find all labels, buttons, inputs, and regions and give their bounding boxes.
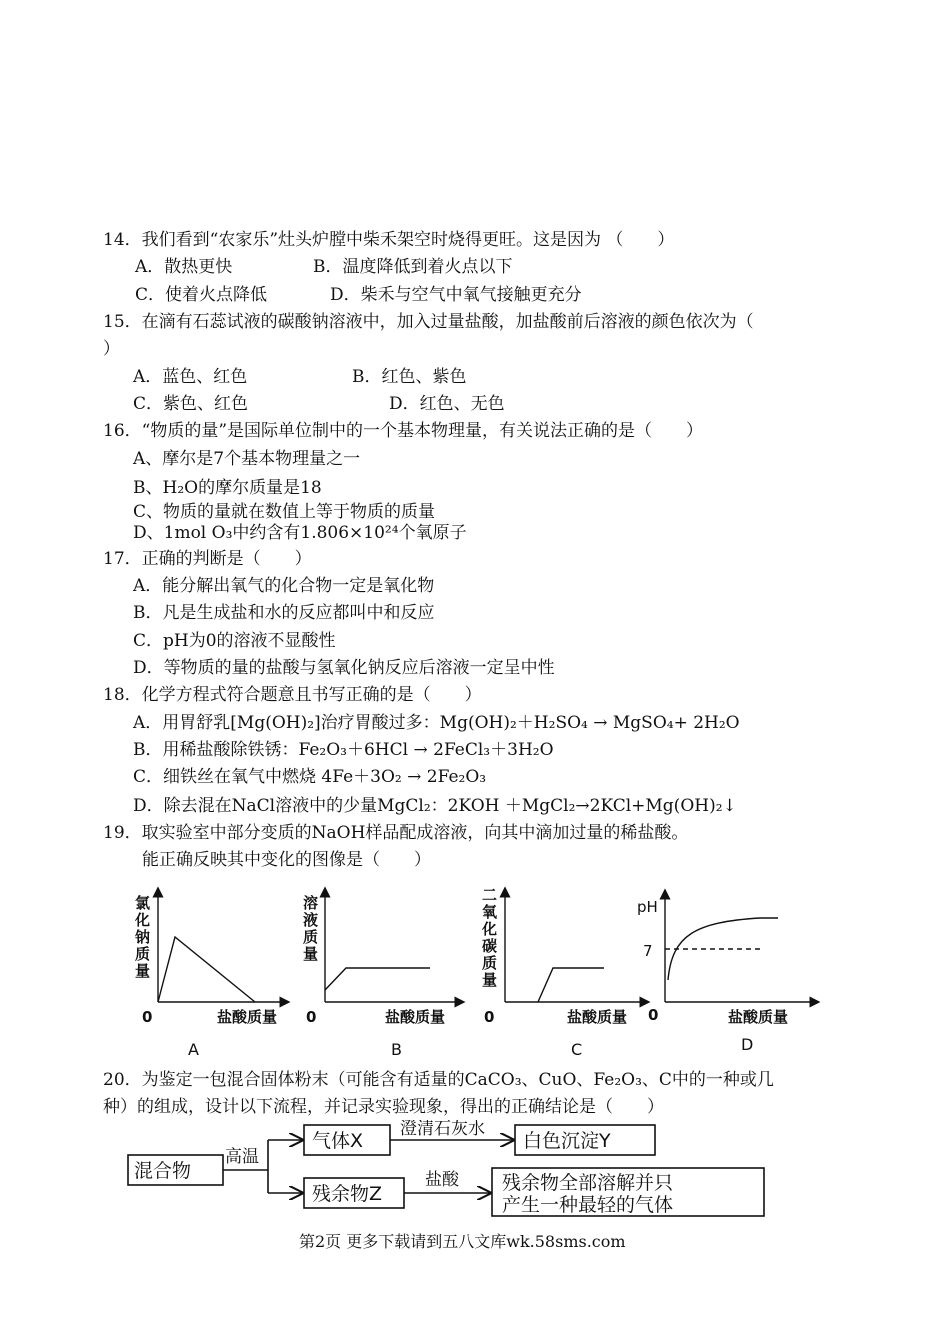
q18-option-b: B．用稀盐酸除铁锈：Fe₂O₃＋6HCl → 2FeCl₃＋3H₂O [133, 740, 554, 760]
graph-d-letter: D [741, 1035, 754, 1054]
q15-stem-cont: ） [103, 339, 120, 359]
q19-stem: 19．取实验室中部分变质的NaOH样品配成溶液，向其中滴加过量的稀盐酸。 [103, 823, 689, 843]
graph-c-ylabel-6: 量 [482, 971, 498, 989]
q15-option-c: C．紫色、红色 [133, 394, 249, 414]
q20-stem: 20．为鉴定一包混合固体粉末（可能含有适量的CaCO₃、CuO、Fe₂O₃、C中的一种或几 [103, 1070, 774, 1090]
flow-result-line2: 产生一种最轻的气体 [502, 1194, 674, 1216]
q17-option-c: C．pH为0的溶液不显酸性 [133, 631, 336, 651]
q14-option-b: B．温度降低到着火点以下 [313, 257, 513, 277]
q20-stem2: 种）的组成，设计以下流程，并记录实验现象，得出的正确结论是（ ） [103, 1097, 664, 1117]
q14-stem: 14．我们看到“农家乐”灶头炉膛中柴禾架空时烧得更旺。这是因为 （ ） [103, 230, 675, 250]
graph-d-xlabel: 盐酸质量 [728, 1008, 789, 1026]
flow-gas: 气体X [312, 1130, 364, 1152]
q16-option-d: D、1mol O₃中约含有1.806×10²⁴个氧原子 [133, 523, 467, 543]
q14-option-a: A．散热更快 [135, 257, 233, 277]
graph-a-origin: 0 [142, 1008, 153, 1026]
q17-stem: 17．正确的判断是（ ） [103, 549, 312, 569]
q15-option-b: B．红色、紫色 [352, 367, 467, 387]
graph-b-xlabel: 盐酸质量 [385, 1008, 446, 1026]
q14-option-d: D．柴禾与空气中氧气接触更充分 [330, 285, 582, 305]
q15-option-d: D．红色、无色 [389, 394, 505, 414]
graph-d-tick-7: 7 [643, 942, 653, 960]
q15-stem: 15．在滴有石蕊试液的碳酸钠溶液中，加入过量盐酸，加盐酸前后溶液的颜色依次为（ [103, 312, 754, 332]
graph-a-ylabel-5: 量 [135, 962, 151, 980]
graph-c-ylabel-5: 质 [482, 954, 498, 972]
q16-option-b: B、H₂O的摩尔质量是18 [133, 478, 322, 498]
flow-heat: 高温 [225, 1147, 259, 1167]
flow-precipitate: 白色沉淀Y [523, 1130, 611, 1152]
graph-a-curve [158, 937, 255, 1002]
graph-c-ylabel-1: 二 [482, 886, 498, 904]
q18-option-d: D．除去混在NaCl溶液中的少量MgCl₂：2KOH ＋MgCl₂→2KCl+Mg(OH)₂↓ [133, 796, 737, 816]
graph-a-ylabel-2: 化 [135, 911, 151, 929]
graph-c-origin: 0 [484, 1008, 495, 1026]
graph-b-ylabel-1: 溶 [303, 894, 319, 912]
graph-a-ylabel-3: 钠 [135, 928, 151, 946]
graph-a-ylabel-4: 质 [135, 945, 151, 963]
flow-limewater: 澄清石灰水 [400, 1120, 485, 1139]
q17-option-a: A．能分解出氧气的化合物一定是氧化物 [133, 576, 435, 596]
graph-c-ylabel-4: 碳 [482, 937, 498, 955]
q16-option-a: A、摩尔是7个基本物理量之一 [133, 449, 361, 469]
q17-option-d: D．等物质的量的盐酸与氢氧化钠反应后溶液一定呈中性 [133, 658, 555, 678]
graph-c-curve [538, 968, 604, 1002]
graph-b-ylabel-2: 液 [303, 911, 319, 929]
flow-mixture: 混合物 [134, 1160, 192, 1182]
q15-option-a: A．蓝色、红色 [133, 367, 248, 387]
q19-graphs [120, 880, 820, 1065]
q16-stem: 16．“物质的量”是国际单位制中的一个基本物理量，有关说法正确的是（ ） [103, 421, 704, 441]
flow-residue: 残余物Z [312, 1183, 383, 1205]
graph-c-xlabel: 盐酸质量 [567, 1008, 628, 1026]
q20-flowchart [120, 1120, 780, 1225]
graph-b-curve [325, 968, 430, 990]
q18-option-c: C．细铁丝在氧气中燃烧 4Fe＋3O₂ → 2Fe₂O₃ [133, 767, 487, 787]
graph-d-ylabel: pH [637, 898, 658, 916]
graph-b-letter: B [391, 1040, 402, 1059]
graph-c-letter: C [571, 1040, 583, 1059]
graph-a-letter: A [188, 1040, 199, 1059]
graph-d-origin: 0 [648, 1006, 659, 1024]
q17-option-b: B．凡是生成盐和水的反应都叫中和反应 [133, 603, 435, 623]
graph-a-xlabel: 盐酸质量 [217, 1008, 278, 1026]
page-footer: 第2页 更多下载请到五八文库wk.58sms.com [299, 1232, 626, 1251]
graph-b-origin: 0 [306, 1008, 317, 1026]
flow-result-line1: 残余物全部溶解并只 [502, 1172, 674, 1194]
q16-option-c: C、物质的量就在数值上等于物质的质量 [133, 502, 436, 522]
flow-acid: 盐酸 [425, 1170, 459, 1190]
graph-a-ylabel-1: 氯 [135, 894, 151, 912]
q18-option-a: A．用胃舒乳[Mg(OH)₂]治疗胃酸过多：Mg(OH)₂＋H₂SO₄ → MgSO₄+ 2H₂O [133, 713, 740, 733]
q18-stem: 18．化学方程式符合题意且书写正确的是（ ） [103, 685, 482, 705]
graph-c-ylabel-3: 化 [482, 920, 498, 938]
q14-option-c: C．使着火点降低 [135, 285, 268, 305]
graph-b-ylabel-4: 量 [303, 945, 319, 963]
q19-stem2: 能正确反映其中变化的图像是（ ） [142, 850, 431, 870]
graph-c-ylabel-2: 氧 [482, 903, 498, 921]
graph-b-ylabel-3: 质 [303, 928, 319, 946]
